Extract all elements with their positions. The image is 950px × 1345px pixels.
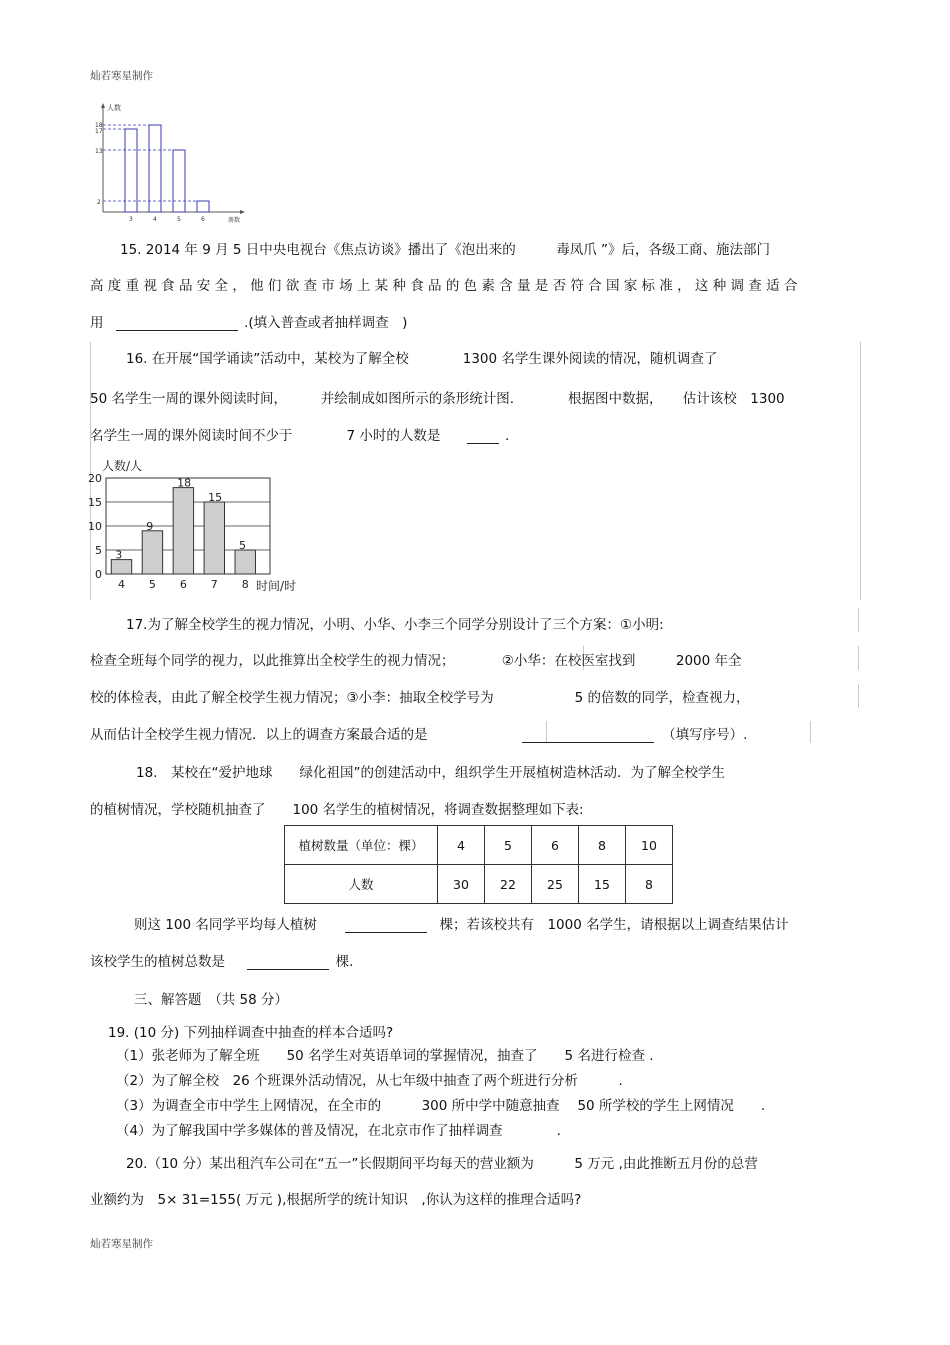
chart1-ytick-2: 2 <box>97 199 101 206</box>
bar-chart-bar-5 <box>142 531 162 574</box>
chart1-ytick-18: 18 <box>95 122 103 129</box>
q16-line-1: 16. 在开展“国学诵读”活动中，某校为了解全校 1300 名学生课外阅读的情况，随机调查了 <box>126 351 718 367</box>
q17-line-4-prefix: 从而估计全校学生视力情况．以上的调查方案最合适的是 <box>90 727 428 743</box>
bar-chart-y-tick: 5 <box>95 544 102 557</box>
table-cell: 22 <box>485 865 532 904</box>
q15-line-2: 高 度 重 视 食 品 安 全 ， 他 们 欲 查 市 场 上 某 种 食 品 的 色 素 含 量 是 否 符 合 国 家 标 准 ， 这 种 调 查 适 合 <box>90 278 798 294</box>
table-cell: 8 <box>626 865 673 904</box>
q16-line-3-suffix: . <box>504 428 510 444</box>
q18-line-3-prefix: 则这 100 名同学平均每人植树 <box>134 917 317 933</box>
q16-line-3 <box>90 424 509 444</box>
q20-line-2: 业额约为 5× 31=155( 万元 ),根据所学的统计知识 ,你认为这样的推理合适吗? <box>90 1192 582 1208</box>
chart1-xtick-6: 6 <box>201 216 205 223</box>
q18-total-blank[interactable] <box>247 955 329 970</box>
q19-item-1: （1）张老师为了解全班 50 名学生对英语单词的掌握情况，抽查了 5 名进行检查 . <box>116 1048 654 1064</box>
reading-time-bar-chart <box>88 456 310 596</box>
q17-line-4 <box>90 723 747 743</box>
q17-answer-blank[interactable] <box>522 728 654 743</box>
chart1-xtick-3: 3 <box>129 216 133 223</box>
q17-rule-4 <box>858 684 859 708</box>
bar-chart-data-label-4: 3 <box>115 548 123 562</box>
q17-line-2: 检查全班每个同学的视力，以此推算出全校学生的视力情况； ②小华：在校医室找到 2000 年全 <box>90 653 742 669</box>
table-cell: 15 <box>579 865 626 904</box>
table-cell: 25 <box>532 865 579 904</box>
q15-line-1: 15. 2014 年 9 月 5 日中央电视台《焦点访谈》播出了《泡出来的 毒凤爪 ”》后，各级工商、施法部门 <box>120 242 771 258</box>
q17-line-4-suffix: （填写序号）. <box>662 727 748 743</box>
chart1-bar-4 <box>149 125 161 212</box>
chart1-ytick-13: 13 <box>95 148 103 155</box>
bar-chart-x-tick-7: 7 <box>210 578 218 591</box>
bar-chart-data-label-7: 15 <box>208 491 223 504</box>
bar-chart-bar-4 <box>111 560 131 574</box>
q16-answer-blank[interactable] <box>467 429 499 444</box>
bar-chart-bar-6 <box>173 488 193 574</box>
chart1-y-arrow <box>101 103 105 108</box>
table-header-cell: 8 <box>579 826 626 865</box>
chart1-x-label: 册数 <box>228 217 241 224</box>
bar-chart-x-tick-4: 4 <box>117 578 125 591</box>
q19-item-3: （3）为调查全市中学生上网情况，在全市的 300 所中学中随意抽查 50 所学校的学生上网情况 . <box>116 1098 766 1114</box>
q16-line-2: 50 名学生一周的课外阅读时间， 并绘制成如图所示的条形统计图. 根据图中数据， 估计该校 1300 <box>90 391 785 407</box>
bar-chart-data-label-5: 9 <box>146 519 154 533</box>
q17-rule-1 <box>858 608 859 632</box>
bar-chart-x-tick-5: 5 <box>148 578 156 591</box>
table-row <box>285 865 673 904</box>
bar-chart-bar-7 <box>204 502 224 574</box>
q20-line-1: 20.（10 分）某出租汽车公司在“五一”长假期间平均每天的营业额为 5 万元 ,由此推断五月份的总营 <box>126 1156 758 1172</box>
bar-chart-y-tick: 20 <box>88 472 102 485</box>
q17-line-1: 17.为了解全校学生的视力情况，小明、小华、小李三个同学分别设计了三个方案：①小明: <box>126 617 664 633</box>
table-row <box>285 826 673 865</box>
q18-line-2: 的植树情况，学校随机抽查了 100 名学生的植树情况，将调查数据整理如下表: <box>90 802 584 818</box>
section-3-title: 三、解答题 （共 58 分） <box>134 992 289 1008</box>
q18-line-1: 18. 某校在“爱护地球 绿化祖国”的创建活动中，组织学生开展植树造林活动．为了解全校学生 <box>136 765 725 781</box>
q18-line-4-suffix: 棵. <box>335 954 354 970</box>
q18-line-3-mid: 棵；若该校共有 1000 名学生，请根据以上调查结果估计 <box>439 917 789 933</box>
q18-line-4-prefix: 该校学生的植树总数是 <box>90 954 225 970</box>
q18-line-4 <box>90 950 353 970</box>
table-cell: 人数 <box>285 865 438 904</box>
table-header-cell: 植树数量（单位：棵） <box>285 826 438 865</box>
bar-chart-x-label: 时间/时 <box>256 579 297 593</box>
q18-line-3 <box>134 913 789 933</box>
q17-rule-6 <box>810 721 811 743</box>
q18-average-blank[interactable] <box>345 918 427 933</box>
table-cell: 30 <box>438 865 485 904</box>
q19-item-2: （2）为了解全校 26 个班课外活动情况，从七年级中抽查了两个班进行分析 . <box>116 1073 623 1089</box>
bar-chart-x-tick-8: 8 <box>241 578 249 591</box>
chart1-bar-5 <box>173 150 185 212</box>
q19-item-4: （4）为了解我国中学多媒体的普及情况，在北京市作了抽样调查 . <box>116 1123 561 1139</box>
bar-chart-data-label-8: 5 <box>239 539 247 552</box>
bar-chart-data-label-6: 18 <box>177 476 192 490</box>
chart1-x-arrow <box>240 210 245 214</box>
bar-chart-y-tick: 0 <box>95 568 102 581</box>
q15-line-3 <box>90 311 407 331</box>
chart1-xtick-5: 5 <box>177 216 181 223</box>
q15-line-3-suffix: .(填入普查或者抽样调查 ) <box>244 315 408 331</box>
chart1-y-label: 人数 <box>107 104 121 112</box>
chart1-ytick-17: 17 <box>95 128 103 135</box>
q15-answer-blank[interactable] <box>116 316 238 331</box>
chart1-bar-3 <box>125 129 137 212</box>
q19-title: 19. (10 分) 下列抽样调查中抽查的样本合适吗? <box>108 1025 394 1041</box>
chart1-xtick-4: 4 <box>153 216 157 223</box>
tree-planting-table <box>284 825 673 904</box>
bar-chart-y-tick: 10 <box>88 520 102 533</box>
table-header-cell: 5 <box>485 826 532 865</box>
bar-chart-bar-8 <box>235 550 255 574</box>
q15-line-3-prefix: 用 <box>90 315 104 331</box>
q17-rule-2 <box>858 646 859 670</box>
table-header-cell: 6 <box>532 826 579 865</box>
page-footer-label: 灿若寒星制作 <box>90 1238 153 1250</box>
q17-line-3: 校的体检表，由此了解全校学生视力情况；③小李：抽取全校学号为 5 的倍数的同学，检查视力， <box>90 690 750 706</box>
q16-right-rule <box>860 342 861 600</box>
bar-chart-y-label: 人数/人 <box>102 459 143 473</box>
table-header-cell: 10 <box>626 826 673 865</box>
table-header-cell: 4 <box>438 826 485 865</box>
q16-line-3-prefix: 名学生一周的课外阅读时间不少于 7 小时的人数是 <box>90 428 441 444</box>
bar-chart-x-tick-6: 6 <box>179 578 187 591</box>
page-header-label: 灿若寒星制作 <box>90 70 153 82</box>
reading-histogram-chart <box>92 100 262 225</box>
chart1-bar-6 <box>197 201 209 212</box>
bar-chart-y-tick: 15 <box>88 496 102 509</box>
